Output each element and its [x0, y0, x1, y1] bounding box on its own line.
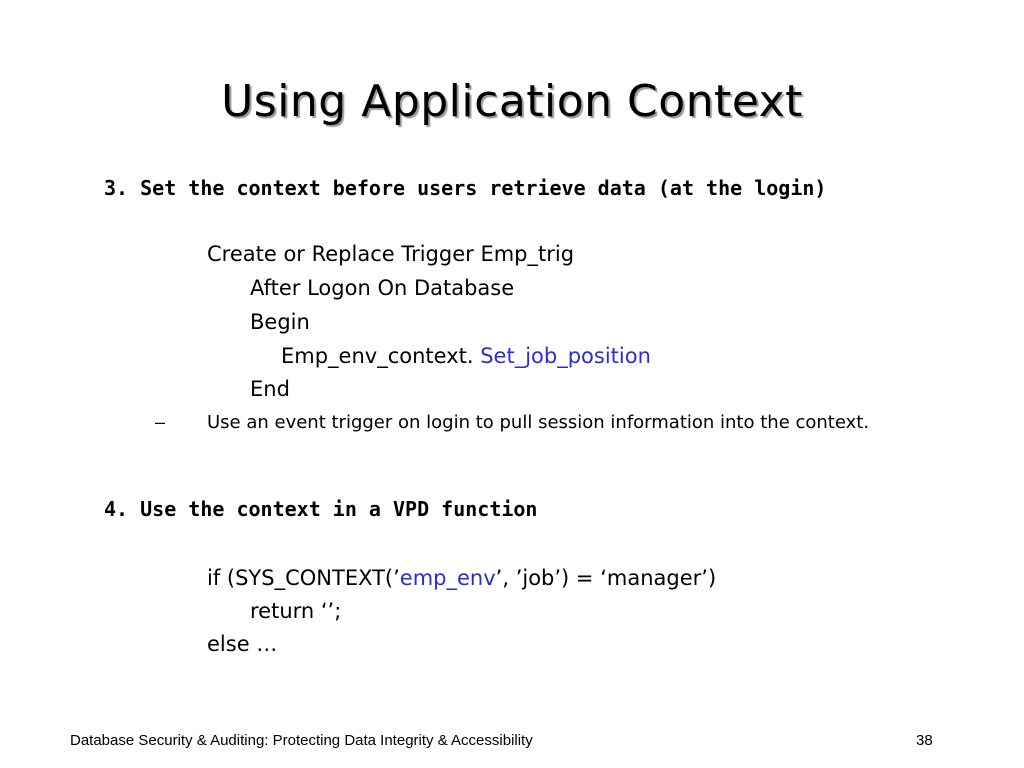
- trigger-code-line-4-prefix: Emp_env_context.: [281, 344, 481, 368]
- footer-course-title: Database Security & Auditing: Protecting Data Integrity & Accessibility: [70, 732, 533, 749]
- trigger-code-line-3: Begin: [250, 310, 310, 334]
- vpd-code-line-3: else …: [207, 632, 278, 656]
- bullet-text: Use an event trigger on login to pull session information into the context.: [207, 412, 870, 433]
- trigger-code-line-2: After Logon On Database: [250, 276, 515, 300]
- trigger-code-line-1: Create or Replace Trigger Emp_trig: [207, 242, 575, 266]
- bullet-dash: –: [155, 412, 166, 432]
- vpd-code-line-1: [207, 566, 716, 590]
- step-4-heading: 4. Use the context in a VPD function: [104, 497, 538, 521]
- trigger-code-line-5: End: [250, 377, 290, 401]
- trigger-code-line-4: [281, 344, 651, 368]
- step-3-heading: 3. Set the context before users retrieve data (at the login): [104, 176, 827, 200]
- slide-title: Using Application Context: [221, 76, 803, 127]
- emp-env-context-name: emp_env: [399, 566, 496, 590]
- set-job-position-procedure: Set_job_position: [480, 344, 651, 368]
- vpd-code-line-1-suffix: ’, ’job’) = ‘manager’): [495, 566, 717, 590]
- page-number: 38: [916, 732, 933, 749]
- vpd-code-line-1-prefix: if (SYS_CONTEXT(’: [207, 566, 400, 590]
- vpd-code-line-2: return ‘’;: [250, 599, 342, 623]
